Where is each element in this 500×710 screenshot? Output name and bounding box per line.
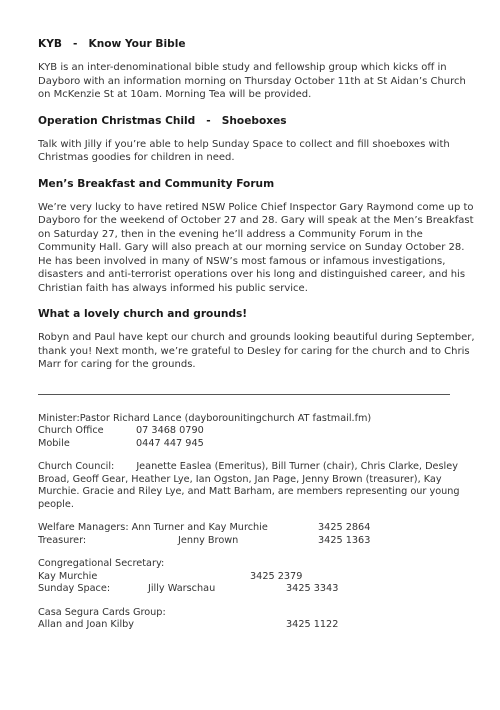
section-heading-kyb: KYB - Know Your Bible xyxy=(38,38,186,50)
treasurer-phone: 3425 1363 xyxy=(318,534,371,546)
welfare-phone: 3425 2864 xyxy=(318,522,371,533)
section-grounds xyxy=(38,308,478,372)
section-heading-grounds: What a lovely church and grounds! xyxy=(38,308,248,320)
section-body-shoeboxes: Talk with Jilly if you’re able to help Sunday Space to collect and fill shoeboxes with Christmas goodies for children in need. xyxy=(38,138,450,163)
mobile-line xyxy=(38,438,478,451)
sunday-phone: 3425 3343 xyxy=(286,583,339,594)
secretary-label: Congregational Secretary: xyxy=(38,558,165,569)
treasurer-line xyxy=(38,535,478,548)
sunday-space-line xyxy=(38,583,478,596)
section-kyb xyxy=(38,38,478,102)
secretary-name: Kay Murchie xyxy=(38,570,98,582)
section-body-grounds: Robyn and Paul have kept our church and grounds looking beautiful during September, thank you! Next month, we’re grateful to Desley for caring for the church and to Chris Marr for caring for the grounds. xyxy=(38,332,475,370)
minister-text: Minister:Pastor Richard Lance (dayborounitingchurch AT fastmail.fm) xyxy=(38,412,372,424)
office-label: Church Office xyxy=(38,425,104,436)
mobile-label: Mobile xyxy=(38,437,70,449)
section-body-kyb: KYB is an inter-denominational bible study and fellowship group which kicks off in Dayboro with an information morning on Thursday October 11th at St Aidan’s Church on McKenzie St at 10am. Morning Tea will be provided. xyxy=(38,62,466,100)
cards-heading-line xyxy=(38,607,478,620)
treasurer-label: Treasurer: xyxy=(38,534,87,546)
contacts-block xyxy=(38,413,478,632)
welfare-line xyxy=(38,522,478,535)
council-label: Church Council: xyxy=(38,461,115,472)
secretary-line xyxy=(38,571,478,584)
section-heading-shoeboxes: Operation Christmas Child - Shoeboxes xyxy=(38,114,287,127)
cards-line xyxy=(38,619,478,632)
cards-name: Allan and Joan Kilby xyxy=(38,619,135,630)
church-council xyxy=(38,461,478,511)
church-office-line xyxy=(38,425,478,438)
section-shoeboxes xyxy=(38,115,478,165)
section-mens-breakfast xyxy=(38,178,478,296)
newsletter-page xyxy=(38,38,478,632)
section-heading-mens-breakfast: Men’s Breakfast and Community Forum xyxy=(38,177,275,190)
mobile-phone: 0447 447 945 xyxy=(136,437,204,449)
council-text: Jeanette Easlea (Emeritus), Bill Turner (chair), Chris Clarke, Desley Broad, Geoff Gear, Heather Lye, Ian Ogston, Jan Page, Jenny Brown (treasurer), Kay Murchie. Gracie and Riley Lye, and Matt Barham, are members representing our young people. xyxy=(38,461,460,510)
secretary-heading-line xyxy=(38,558,478,571)
secretary-phone: 3425 2379 xyxy=(250,570,303,582)
minister-line xyxy=(38,413,478,426)
office-phone: 07 3468 0790 xyxy=(136,425,204,436)
sunday-label: Sunday Space: xyxy=(38,583,111,594)
sunday-name: Jilly Warschau xyxy=(148,583,216,594)
treasurer-name: Jenny Brown xyxy=(178,534,239,546)
cards-phone: 3425 1122 xyxy=(286,619,339,630)
cards-label: Casa Segura Cards Group: xyxy=(38,606,166,618)
section-body-mens-breakfast: We’re very lucky to have retired NSW Police Chief Inspector Gary Raymond come up to Dayboro for the weekend of October 27 and 28. Gary will speak at the Men’s Breakfast on Saturday 27, then in the evening he’ll address a Community Forum in the Community Hall. Gary will also preach at our morning service on Sunday October 28. He has been involved in many of NSW’s most famous or infamous investigations, disasters and anti-terrorist operations over his long and distinguished career, and his Christian faith has always informed his public service. xyxy=(38,201,474,294)
welfare-label: Welfare Managers: Ann Turner and Kay Murchie xyxy=(38,522,268,533)
